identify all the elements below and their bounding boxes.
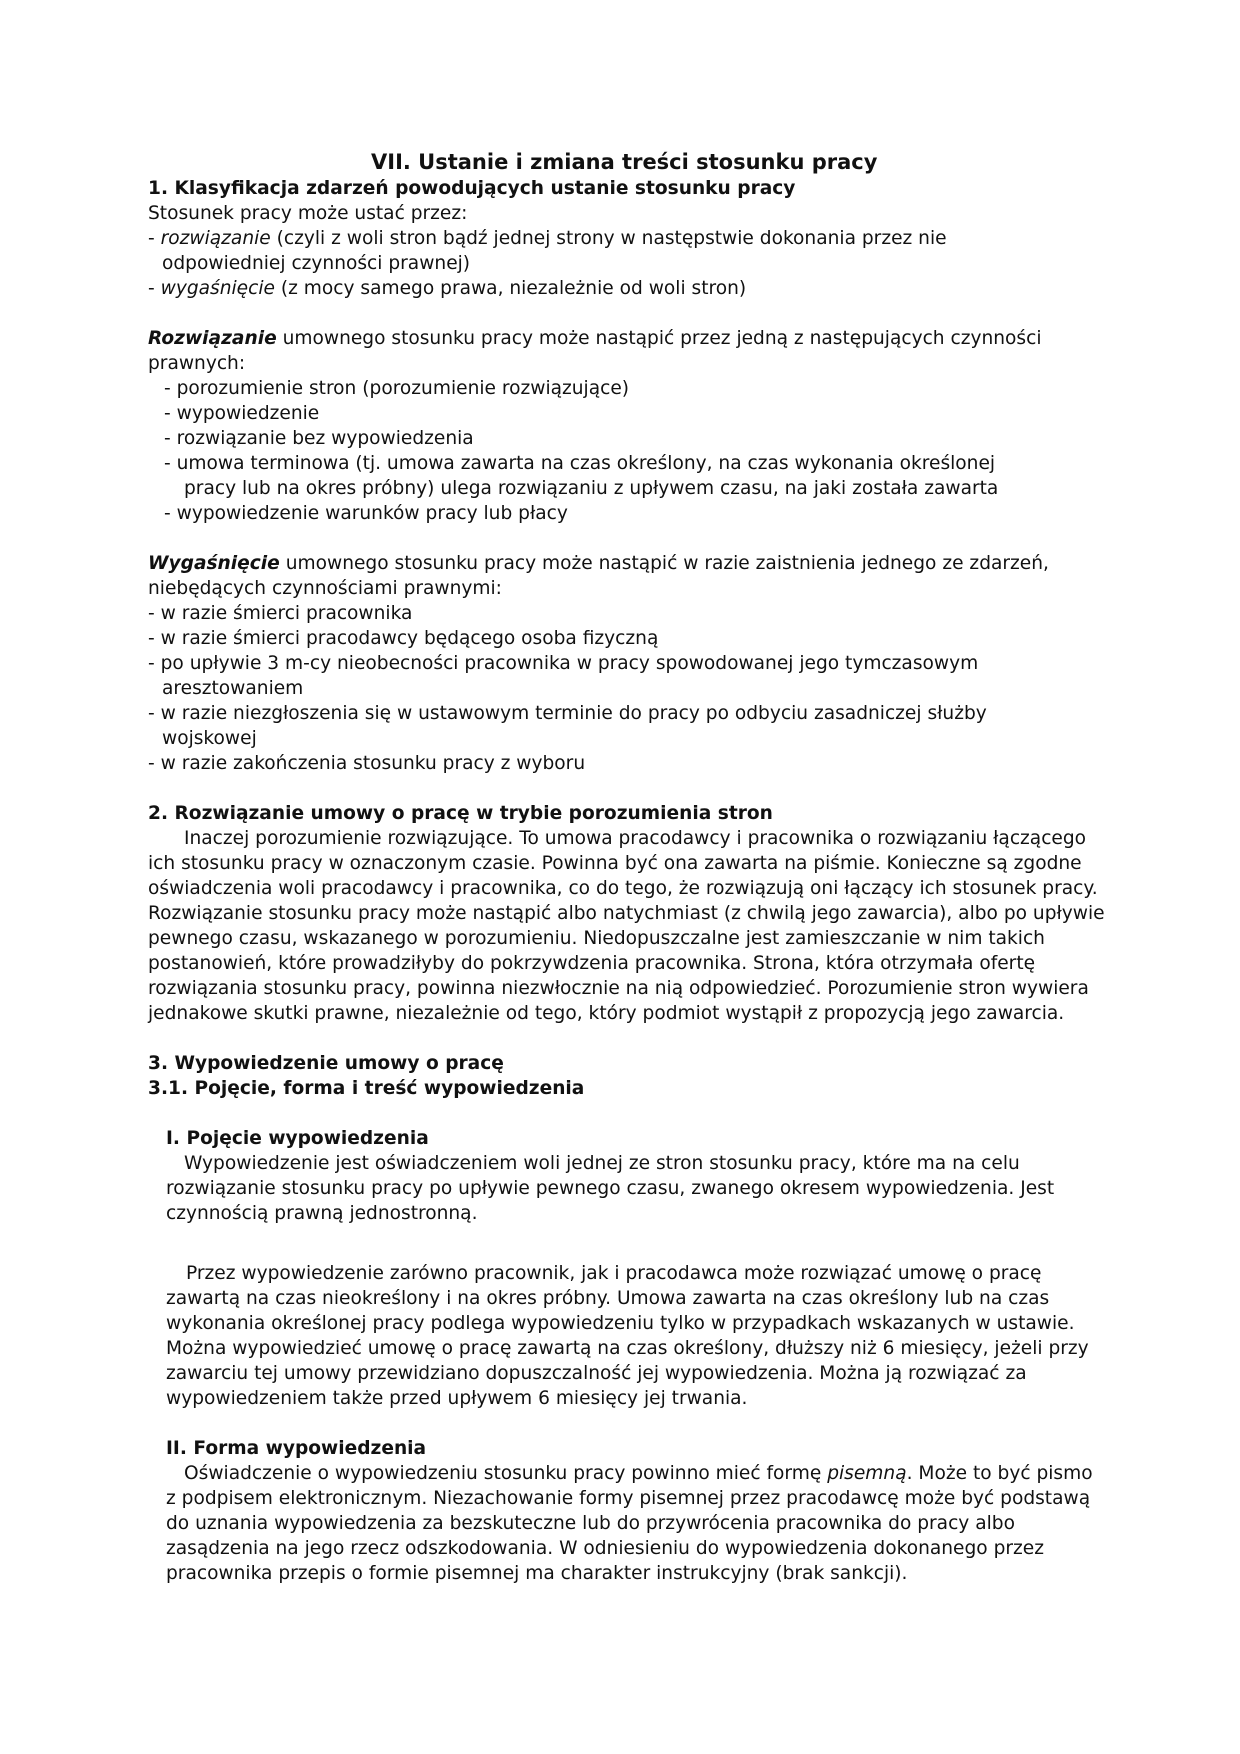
paragraph-line: zawartą na czas nieokreślony i na okres próbny. Umowa zawarta na czas określony lub na czas (166, 1288, 1050, 1309)
paragraph-line: czynnością prawną jednostronną. (166, 1203, 478, 1224)
list-item-continuation: wojskowej (162, 728, 257, 749)
list-item: - rozwiązanie bez wypowiedzenia (164, 428, 474, 449)
list-item: - w razie niezgłoszenia się w ustawowym terminie do pracy po odbyciu zasadniczej służby (148, 703, 987, 724)
paragraph-line: z podpisem elektronicznym. Niezachowanie formy pisemnej przez pracodawcę może być podstawą (166, 1488, 1091, 1509)
list-dash: - (148, 278, 161, 299)
paragraph-line: Przez wypowiedzenie zarówno pracownik, jak i pracodawca może rozwiązać umowę o pracę (186, 1263, 1042, 1284)
list-item-text: (czyli z woli stron bądź jednej strony w następstwie dokonania przez nie (270, 228, 947, 249)
paragraph-line: jednakowe skutki prawne, niezależnie od tego, który podmiot wystąpił z propozycją jego zawarcia. (148, 1003, 1065, 1024)
document-title: VII. Ustanie i zmiana treści stosunku pracy (371, 150, 878, 174)
paragraph-line (184, 1461, 1093, 1486)
list-item-text: (z mocy samego prawa, niezależnie od woli stron) (274, 278, 747, 299)
paragraph-line: do uznania wypowiedzenia za bezskuteczne lub do przywrócenia pracownika do pracy albo (166, 1513, 1015, 1534)
paragraph-continuation: prawnych: (148, 353, 246, 374)
paragraph-text: . Może to być pismo (906, 1463, 1093, 1484)
list-item: - w razie śmierci pracodawcy będącego osoba fizyczną (148, 628, 659, 649)
term-pisemna: pisemną (827, 1463, 907, 1484)
list-item: - w razie śmierci pracownika (148, 603, 413, 624)
section-2-heading: 2. Rozwiązanie umowy o pracę w trybie porozumienia stron (148, 803, 773, 824)
paragraph-line: postanowień, które prowadziłyby do pokrzywdzenia pracownika. Strona, która otrzymała ofertę (148, 953, 1036, 974)
wygasniecie-paragraph (148, 551, 1049, 576)
term-rozwiazanie: rozwiązanie (160, 228, 271, 249)
list-item-continuation: pracy lub na okres próbny) ulega rozwiązaniu z upływem czasu, na jaki została zawarta (184, 478, 999, 499)
list-item-rozwiazanie (148, 226, 947, 251)
list-item-continuation: odpowiedniej czynności prawnej) (162, 253, 471, 274)
list-item-wygasniecie (148, 276, 746, 301)
paragraph-line: ich stosunku pracy w oznaczonym czasie. Powinna być ona zawarta na piśmie. Konieczne są zgodne (148, 853, 1082, 874)
subsection-ii-heading: II. Forma wypowiedzenia (166, 1438, 427, 1459)
section-1-heading: 1. Klasyfikacja zdarzeń powodujących ustanie stosunku pracy (148, 178, 796, 199)
paragraph-line: rozwiązania stosunku pracy, powinna niezwłocznie na nią odpowiedzieć. Porozumienie stron wywiera (148, 978, 1089, 999)
paragraph-line: rozwiązanie stosunku pracy po upływie pewnego czasu, zwanego okresem wypowiedzenia. Jest (166, 1178, 1055, 1199)
term-rozwiazanie-bold: Rozwiązanie (148, 328, 277, 349)
rozwiazanie-paragraph (148, 326, 1042, 351)
paragraph-line: Inaczej porozumienie rozwiązujące. To umowa pracodawcy i pracownika o rozwiązaniu łączącego (184, 828, 1087, 849)
paragraph-line: oświadczenia woli pracodawcy i pracownika, co do tego, że rozwiązują oni łączący ich stosunek pracy. (148, 878, 1098, 899)
section-3-1-heading: 3.1. Pojęcie, forma i treść wypowiedzenia (148, 1078, 585, 1099)
paragraph-line: pracownika przepis o formie pisemnej ma charakter instrukcyjny (brak sankcji). (166, 1563, 908, 1584)
paragraph-line: wykonania określonej pracy podlega wypowiedzeniu tylko w przypadkach wskazanych w ustawie. (166, 1313, 1075, 1334)
list-item: - umowa terminowa (tj. umowa zawarta na czas określony, na czas wykonania określonej (164, 453, 996, 474)
section-1-intro: Stosunek pracy może ustać przez: (148, 203, 468, 224)
paragraph-continuation: niebędących czynnościami prawnymi: (148, 578, 502, 599)
section-3-heading: 3. Wypowiedzenie umowy o pracę (148, 1053, 504, 1074)
list-dash: - (148, 228, 161, 249)
list-item-continuation: aresztowaniem (162, 678, 304, 699)
list-item: - porozumienie stron (porozumienie rozwiązujące) (164, 378, 630, 399)
paragraph-line: pewnego czasu, wskazanego w porozumieniu. Niedopuszczalne jest zamieszczanie w nim takich (148, 928, 1045, 949)
paragraph-line: zawarciu tej umowy przewidziano dopuszczalność jej wypowiedzenia. Można ją rozwiązać za (166, 1363, 1027, 1384)
paragraph-line: zasądzenia na jego rzecz odszkodowania. W odniesieniu do wypowiedzenia dokonanego przez (166, 1538, 1044, 1559)
term-wygasniecie: wygaśnięcie (160, 278, 275, 299)
list-item: - w razie zakończenia stosunku pracy z wyboru (148, 753, 586, 774)
paragraph-line: Można wypowiedzieć umowę o pracę zawartą na czas określony, dłuższy niż 6 miesięcy, jeżeli przy (166, 1338, 1089, 1359)
list-item: - wypowiedzenie (164, 403, 320, 424)
list-item: - po upływie 3 m-cy nieobecności pracownika w pracy spowodowanej jego tymczasowym (148, 653, 979, 674)
term-wygasniecie-bold: Wygaśnięcie (148, 553, 280, 574)
list-item: - wypowiedzenie warunków pracy lub płacy (164, 503, 568, 524)
paragraph-text: umownego stosunku pracy może nastąpić przez jedną z następujących czynności (276, 328, 1042, 349)
paragraph-text: Oświadczenie o wypowiedzeniu stosunku pracy powinno mieć formę (184, 1463, 828, 1484)
paragraph-line: Rozwiązanie stosunku pracy może nastąpić albo natychmiast (z chwilą jego zawarcia), albo po upływie (148, 903, 1105, 924)
subsection-i-heading: I. Pojęcie wypowiedzenia (166, 1128, 429, 1149)
paragraph-text: umownego stosunku pracy może nastąpić w razie zaistnienia jednego ze zdarzeń, (279, 553, 1049, 574)
paragraph-line: wypowiedzeniem także przed upływem 6 miesięcy jej trwania. (166, 1388, 748, 1409)
paragraph-line: Wypowiedzenie jest oświadczeniem woli jednej ze stron stosunku pracy, które ma na celu (184, 1153, 1020, 1174)
